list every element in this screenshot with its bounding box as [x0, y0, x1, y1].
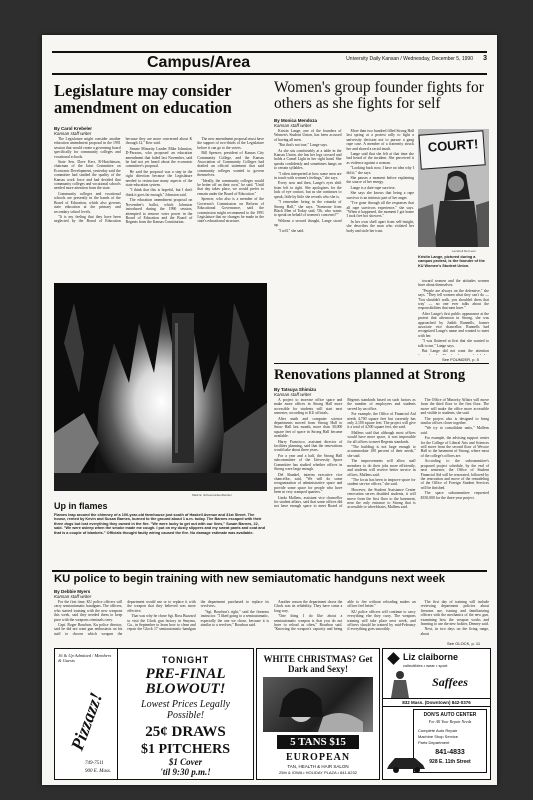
renovations-paragraph: "We try to consolidate units," Mallens said.: [420, 426, 489, 435]
police-paragraph: "Sgt. Bourbon's right," said the firearms instructor. "I liked going to a semiautomatic, especially the one we chose, because it is similar to a revolver," Bourbon said.: [200, 609, 269, 628]
founders-paragraph: "Looking back now, I have no idea why I did it," she says.: [346, 166, 414, 175]
ad-blowout-address: 900 E. Mass.: [85, 769, 112, 774]
headline-legislature: Legislature may consider amendment on education: [54, 81, 232, 117]
page-number: 3: [483, 55, 487, 62]
founders-paragraph: "But that's not true," Lange says.: [278, 143, 328, 148]
legislature-paragraph: Senate Minority Leader Mike Johnston, D-Parsons, who proposed an education amendment that failed last November, said he had not yet heard about the economic committee's proposal.: [125, 146, 193, 169]
renovations-paragraph: A project to increase office space and make more offices in Strong Hall more accessible for students will start next semester, according to KU officials.: [274, 398, 343, 416]
founders-paragraph: As she sits comfortably at a table in the Kansas Union, she has her legs crossed and holds a Camel Light in her right hand. She speaks confidently and sometimes hangs on to certain syllables.: [274, 148, 342, 171]
legislature-paragraph: State Sen. Dave Kerr, R-Hutchinson, chairman of the Joint Committee on Economic Development, yesterday said the committee had studied the quality of the Kansas work force and had decided that community colleges and vocational schools needed more attention from the state.: [54, 160, 121, 191]
renovations-paragraph: The Office of Minority Affairs will move from the third floor to the first floor. The move will make the office more accessible and visible to students, she said.: [420, 398, 489, 416]
founders-paragraph: But Lange did not want the attention: [422, 349, 489, 354]
rule-police: [52, 570, 487, 572]
story-police-body: [54, 600, 489, 640]
fire-caption: Flames leap around the chimney of a 100-year-old farmhouse just south of Haskell Avenue and 31st Street. The house, rented by Kevin and Susan Barnes, burned to the ground about 1 a.m. today. The Barnes escaped with their three dogs but lost everything they owned in the fire. "We were lucky to get out with our lives," Susan Barnes, 22, said. "We were asleep when the smoke made me cough. I put on my dusty slippers and my sweat pants and coat and that is a couple of blankets." Officials thought faulty wiring caused the fire. No damage estimate was available.: [54, 513, 266, 535]
ad-blowout-subhead: Lowest Prices Legally Possible!: [141, 699, 230, 721]
ad-liz-brand: Liz claiborne: [403, 652, 459, 662]
ad-blowout-tonight: TONIGHT: [161, 655, 210, 665]
ad-dons-address: 928 E. 11th Street: [429, 759, 471, 765]
ad-dons-name: DON'S AUTO CENTER: [423, 712, 477, 718]
founders-paragraph: She says she knows that being a rape survivor is an intrinsic part of her anger.: [346, 191, 414, 200]
renovations-paragraph: "The building is not large enough to accommodate 100 percent of their needs," she said.: [347, 445, 416, 458]
ad-tan-headline: WHITE CHRISTMAS? Get Dark and Sexy!: [263, 654, 373, 674]
section-title: Campus/Area: [147, 54, 251, 71]
police-paragraph: Next, in two days on the firing range, about: [420, 627, 489, 636]
ad-tan-offer: 5 TANS $15: [277, 735, 359, 749]
section-header: [52, 51, 487, 75]
legislature-paragraph: "Ideally, the community colleges would be better off on their own," he said. "Until that day takes place, we would prefer to remain under the Board of Education.": [197, 178, 264, 196]
protest-photo-credit: Lenshell Del Leon: [452, 249, 477, 253]
renovations-paragraph: After math and computer science departments moved from Strong Hall to Snow Hall last month, more than 30,000 square feet of space in Strong Hall became available.: [274, 416, 343, 439]
renovations-paragraph: According to the subcommittee's proposed project schedule, by the end of next semester, the Office of Student Financial Aid will be renovated, followed by the renovation and move of the remodeling of the Office of Foreign Student Services will be finished.: [420, 459, 489, 490]
legislature-paragraph: He said the proposal was a step in the right direction because the Legislature needed to restructure many aspects of the state education system.: [125, 169, 193, 188]
legislature-paragraph: Bill Spencer, president of Kansas City Community College, and the Kansas Association of Community Colleges had drafted an official statement that said community colleges wanted to govern themselves.: [197, 151, 264, 178]
renovations-paragraph: Linda Mallens, assistant vice chancellor for student affairs, said that some offices did not have enough space to meet Board of Regents standards based on such factors as the number of employees and students served by an office.: [274, 398, 416, 509]
ad-blowout-cover-time: 'til 9:30 p.m.!: [160, 767, 211, 777]
ad-tan-name: EUROPEAN: [285, 752, 351, 763]
founders-paragraph: toward women and the attitudes women have about themselves.: [418, 279, 489, 288]
ad-tan-photo: [263, 677, 373, 732]
story-renovations-body: [274, 398, 489, 566]
story-founders-body: [274, 129, 414, 355]
founders-paragraph: "I will," she said.: [278, 228, 305, 233]
police-paragraph: Capt. Roger Bourbon, Ku police director, said he did not want gun enthusiasts on his staff to choose which weapon the department would use or to replace it with the weapon that they believed was more effective.: [54, 600, 196, 636]
legislature-paragraph: The Legislature might consider another education amendment proposal in the 1991 session that would create a governing board specifically for community colleges and vocational schools.: [54, 137, 121, 159]
legislature-paragraph: Community colleges and vocational schools are presently in the hands of the Board of Education, which also governs state education at the primary and secondary school levels.: [54, 191, 121, 214]
ad-blowout-draws: 25¢ DRAWS: [145, 724, 226, 740]
police-paragraph: KU police officers will continue to carry everything else they carry. The weapons training will take place next week, and officers should be trained by mid-February if everything goes smoothly.: [347, 609, 416, 632]
legislature-paragraph: "It is my feeling that they have been neglected by the Board of Education because they are more concerned about K through 12," Kerr said.: [54, 137, 193, 224]
renovations-paragraph: The space subcommittee requested $350,000 for the three-year project.: [420, 491, 489, 500]
byline-legislature: By Carol Krebeler Kansan staff writer: [54, 126, 93, 137]
ad-blowout-cover: $1 Cover: [168, 757, 203, 767]
renovations-paragraph: For a year and a half, the Strong Hall subcommittee of the University Space Committee has studied whether offices in Strong were large enough.: [274, 453, 343, 472]
founders-paragraph: In her own shell apart from self-insight, she describes the man who violated her body and stole her trust.: [346, 219, 414, 233]
ad-blowout-phone: 749-7511: [85, 761, 104, 766]
byline-renovations: By Tatsuya Shimizu Kansan staff writer: [274, 387, 317, 398]
founders-paragraph: "I was flattered at first that she wanted to talk to me," Lange says.: [418, 339, 489, 348]
founders-paragraph: More than two hundred filled Strong Hall last spring at a protest rally to fight a university decision not to pursue a gang rape case. A member of a fraternity struck her and shared a racial insult.: [346, 129, 414, 151]
legislature-paragraph: "I think that this is hopeful, but I don't think it goes far enough," Johnston said.: [125, 188, 193, 197]
founders-paragraph: "I remember being in the rotunda of Strong Hall," she says. "Someone from Black Men of Today said, 'Oh, who wants to speak on behalf of women's concerns?'": [274, 200, 342, 218]
founder-jump: See FOUNDER, p. 5: [442, 357, 479, 362]
ad-liz-store-address: 832 Mass. (Downtown) 842-0376: [383, 698, 490, 707]
ad-tan-address: 25th & IOWA • HOLIDAY PLAZA • 841-6232: [279, 770, 357, 775]
ad-dons-service-2: Parts Department: [418, 740, 450, 745]
byline-police: By Debbie Myers Kansan staff writer: [54, 589, 92, 600]
ad-dons-tag: For All Your Repair Needs: [428, 719, 472, 724]
founders-paragraph: Without a second thought, Lange stood up.: [274, 218, 342, 228]
protest-photo: [418, 129, 489, 247]
ad-dons-car-icon: [387, 753, 427, 773]
renovations-paragraph: Mallens said that although most offices would have more space, it was impossible for all offices to meet Regents standards.: [347, 430, 416, 444]
legislature-paragraph: The education amendment proposal on November's ballot, which Johnston introduced during the 1990 session, attempted to remove voter power in the Board of Education and the Board of Regents from the Kansas Constitution.: [125, 198, 193, 225]
founders-paragraph: "I've gone through all the responses that all rape survivors experience," she says. "When it happened, the moment I got home I took five hot showers.": [346, 201, 414, 219]
renovations-paragraph: However, the Student Assistance Center renovation serves disabled students, it will move from the first floor to the basement, near the only entrance to Strong that is accessible to wheelchairs, Mallens said.: [347, 487, 416, 510]
police-paragraph: Another reason the department chose the Glock was its reliability. They have come a long way.: [273, 600, 343, 613]
ad-tan-tagline: TAN, HEALTH & HAIR SALON: [287, 764, 349, 769]
ad-blowout: [54, 648, 254, 780]
ad-liz-diamond-icon: [387, 652, 400, 665]
police-paragraph: "One thing I do like about a semiautomatic weapon is that you do not have to reload as often," Bourbon said. "Knowing the weapon's capacity and being able to fire without reloading makes an officer feel better.": [273, 600, 416, 632]
ad-blowout-pitchers: $1 PITCHERS: [140, 742, 231, 757]
founders-paragraph: Every now and then, Lange's eyes shift from left to right. She apologizes for the lack of eye contact, but as she continues to speak, little by little she reveals who she is.: [274, 181, 342, 199]
byline-founders: By Monica Mendoza Kansan staff writer: [274, 118, 318, 129]
headline-police: KU police to begin training with new semiautomatic handguns next week: [54, 573, 446, 585]
renovations-paragraph: "The focus has been to improve space for student service offices," she said.: [347, 477, 416, 487]
ad-tan: [256, 648, 380, 780]
dateline: University Daily Kansan / Wednesday, December 5, 1990: [346, 56, 473, 62]
ad-blowout-side-text: 16 & Up Admitted / Members & Guests: [58, 653, 112, 663]
fire-caption-head: Up in flames: [54, 501, 108, 511]
ad-liz-figure: [389, 670, 411, 698]
story-founders-body-continued: [418, 279, 489, 355]
ad-dons-phone: 841-4833: [435, 749, 465, 756]
renovations-paragraph: For example, the advising support center for the College of Liberal Arts and Sciences will move from the second floor of Wescoe Hall to the basement of Strong, where most of the college's offices are.: [420, 436, 489, 458]
founders-paragraph: After Lange's first public appearance at the protest that afternoon in Strong, she was approached by Judith Runnells, former associate vice chancellor. Runnells had recognized Lange's name and wanted to meet with her.: [418, 311, 489, 338]
ad-blowout-headline: PRE-FINAL BLOWOUT!: [145, 666, 226, 697]
police-jump: See GLOCK, p. 11: [447, 641, 481, 646]
fire-photo: [54, 283, 267, 491]
renovations-paragraph: The project also is designed to bring similar offices closer together.: [420, 416, 489, 426]
rule-founders: [274, 363, 489, 364]
story-legislature-body: [54, 137, 264, 277]
renovations-paragraph: Harry Francisco, assistant director of facilities planning, said that the renovations would take about three years.: [274, 439, 343, 453]
ad-dons-service-1: Machine Shop Service: [418, 734, 459, 739]
ad-liz: [382, 648, 491, 780]
ad-liz-sub: collectibles • wear • sport: [403, 663, 448, 668]
ad-blowout-logo: Pizzazz!: [66, 689, 107, 753]
police-paragraph: The first day of training will include reviewing department policies about firearms use, issuing and familiarizing officers with the mechanics of the new gun, examining how the weapon works and learning to use the new holster, Denney said.: [420, 600, 489, 627]
protest-caption: Kristin Lange, pictured during a campus protest, is the founder of the KU Women's Student Union.: [418, 255, 485, 268]
founders-paragraph: She pauses a moment before explaining the source of her energy.: [346, 176, 414, 185]
police-paragraph: For the first time, KU police officers will carry semiautomatic handguns. The officers, who started training with the new weapons this week, said they needed them to keep pace with the weapons criminals carry.: [54, 600, 123, 622]
legislature-paragraph: Spencer, who also is a member of the Governor's Commission on Reform of Educational Governance, said the commission might recommend to the 1991 Legislature that no changes be made in the state's educational structure.: [197, 197, 264, 224]
renovations-paragraph: Del Shankel, interim executive vice chancellor, said, "We will do some reorganization of administrative space and provide some space for people who have been in very cramped quarters.": [274, 472, 343, 495]
renovations-paragraph: The improvements will allow staff members to do their jobs more efficiently, and students will receive better service in offices, Mallens said.: [347, 459, 416, 477]
headline-founders: Women's group founder fights for others as she fights for self: [274, 79, 484, 112]
ad-blowout-right-panel: [118, 649, 253, 779]
founders-paragraph: Lange is a date-rape survivor.: [350, 185, 396, 190]
police-paragraph: That was why he chose Sgt. Ross Buzzard to visit the Glock gun factory in Smyrna, Ga., in September to learn how to clean and repair the Glock 17 semiautomatic handgun the department purchased to replace its revolvers.: [127, 600, 269, 632]
founders-paragraph: "I often interpreted at how some men are in touch with women's feelings," she says.: [274, 171, 342, 181]
ad-liz-store: Saffees: [432, 675, 468, 689]
founders-paragraph: Lange said that she felt at that time she had heard of the incident. She perceived it as violence against a woman.: [346, 152, 414, 165]
fire-photo-credit: Mark E. Schoenrankenfiender: [192, 493, 232, 497]
renovations-paragraph: For example, the Office of Financial Aid needs 4,700 square feet but currently has only 2,100 square feet. The project will give it a total of 4,500 square feet, she said.: [347, 412, 416, 430]
ad-blowout-left-panel: [55, 649, 118, 779]
legislature-paragraph: The new amendment proposal must have the support of two-thirds of the Legislature before it can go to the voters.: [197, 137, 264, 150]
founders-paragraph: Kristin Lange, one of the founders of Women's Student Union, has been accused of having all men.: [274, 129, 342, 142]
ad-dons-service-0: Complete Auto Repair: [418, 728, 458, 733]
protest-sign-text: COURT!: [427, 136, 479, 155]
headline-renovations: Renovations planned at Strong: [274, 367, 466, 383]
founders-paragraph: "People are always on the defensive," she says. "They tell women what they can't do — 'You shouldn't walk, you shouldn't dress that way' — no one ever talks about the responsibilities that men have.": [418, 288, 489, 311]
header-rule: [52, 73, 487, 75]
newspaper-page: [42, 35, 497, 785]
